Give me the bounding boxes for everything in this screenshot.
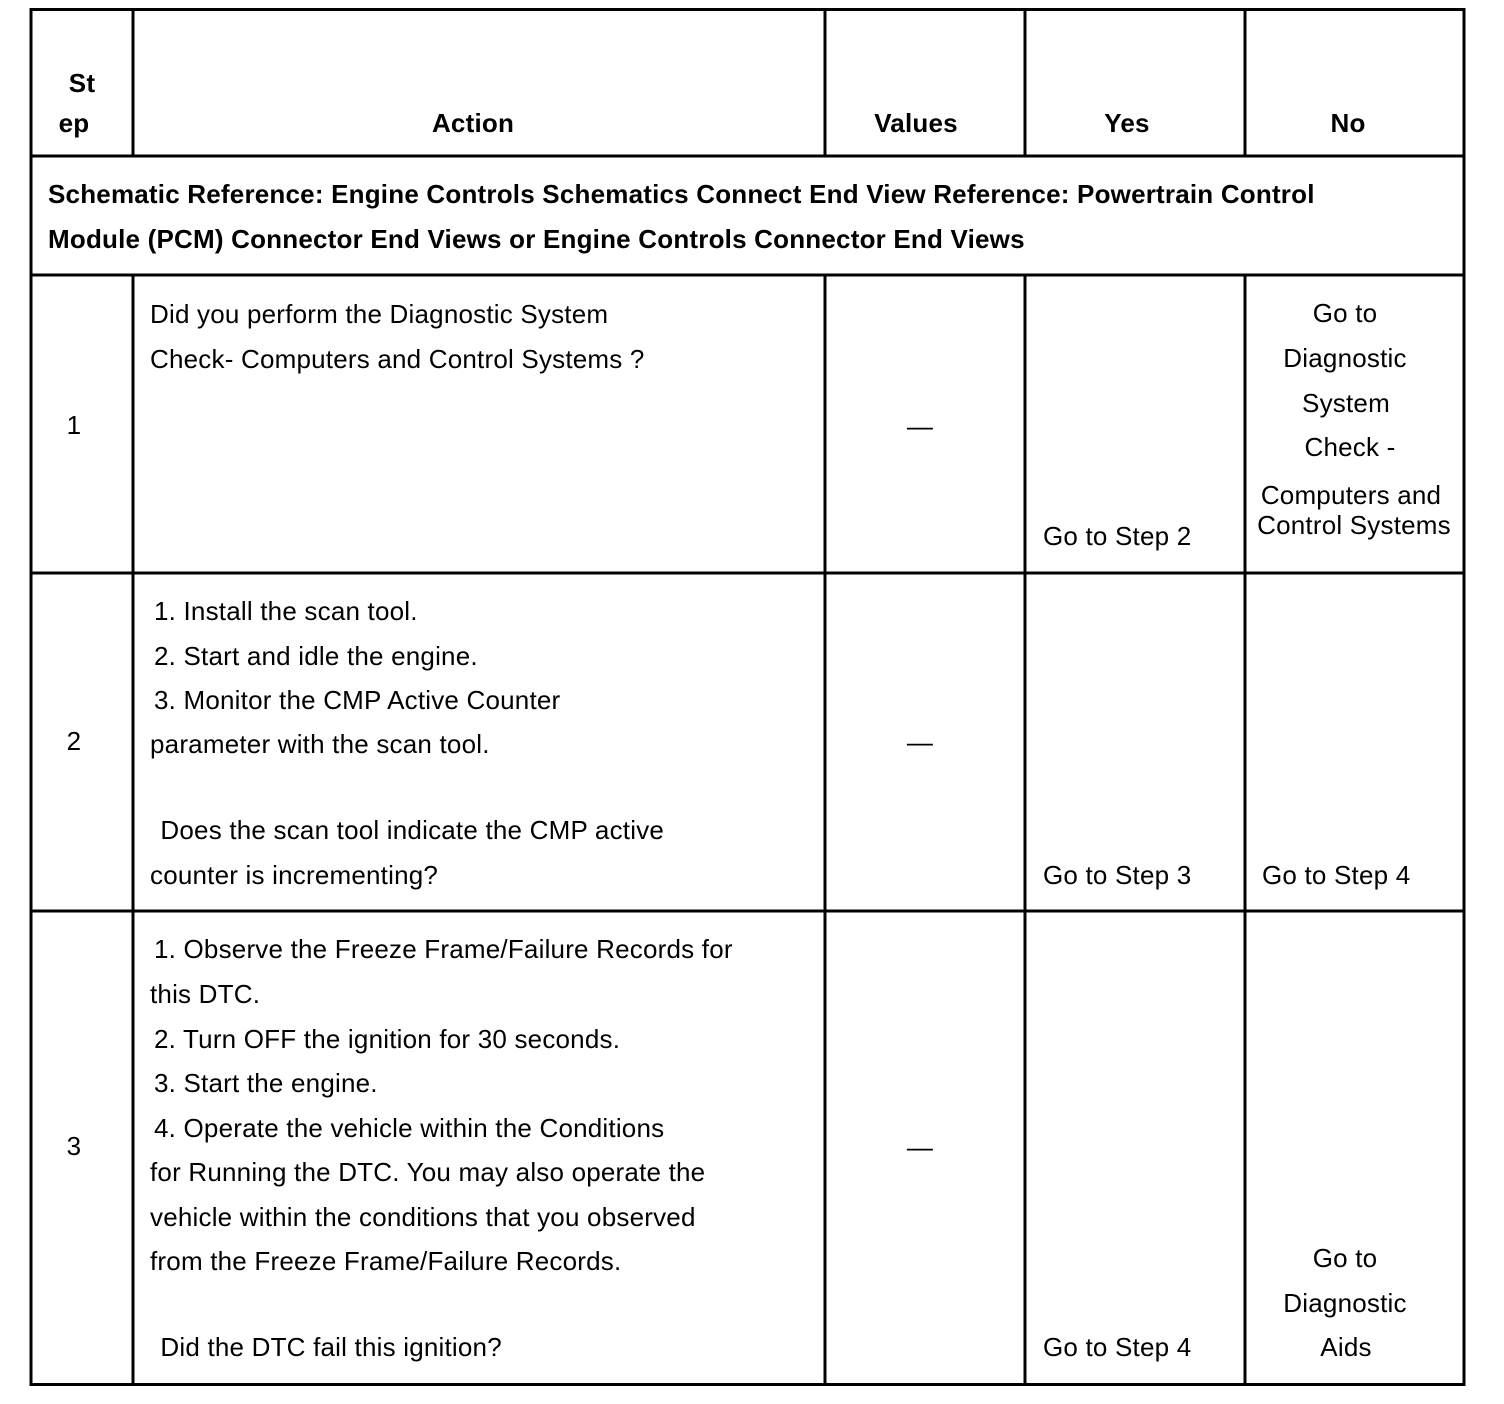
header-values: Values [874, 108, 958, 138]
row2-action-line: 3. Monitor the CMP Active Counter [154, 685, 561, 715]
row2-action-line: 2. Start and idle the engine. [154, 641, 478, 671]
row2-yes-link[interactable]: Go to Step 3 [1043, 860, 1192, 890]
row3-action-line: this DTC. [150, 979, 261, 1009]
row3-action-line: 1. Observe the Freeze Frame/Failure Records for [154, 934, 733, 964]
row2-no-link[interactable]: Go to Step 4 [1262, 860, 1411, 890]
row2-values: — [906, 727, 934, 757]
row3-action-line: for Running the DTC. You may also operate the [150, 1157, 706, 1187]
row1-action-line: Check- Computers and Control Systems ? [150, 344, 645, 374]
row3-action-line: vehicle within the conditions that you observed [150, 1202, 696, 1232]
row3-no-line[interactable]: Go to [1312, 1243, 1378, 1273]
row2-action-line: counter is incrementing? [150, 860, 439, 890]
row1-step: 1 [66, 410, 82, 440]
row3-action-line: 4. Operate the vehicle within the Conditions [154, 1113, 665, 1143]
header-yes: Yes [1104, 108, 1150, 138]
row1-yes-link[interactable]: Go to Step 2 [1043, 521, 1192, 551]
header-no: No [1330, 108, 1366, 138]
row3-step: 3 [66, 1131, 82, 1161]
row3-action-line: Did the DTC fail this ignition? [153, 1332, 502, 1362]
row2-action-line: parameter with the scan tool. [150, 729, 490, 759]
row1-no-line[interactable]: System [1302, 388, 1390, 418]
row2-action-line: 1. Install the scan tool. [154, 596, 418, 626]
reference-line-2: Module (PCM) Connector End Views or Engine Controls Connector End Views [48, 224, 1025, 254]
header-action: Action [431, 108, 515, 138]
row2-action-line: Does the scan tool indicate the CMP active [153, 815, 665, 845]
row1-no-line[interactable]: Diagnostic [1283, 343, 1407, 373]
header-step-line2: ep [58, 108, 90, 138]
row1-no-line[interactable]: Go to [1312, 298, 1378, 328]
row3-values: — [906, 1132, 934, 1162]
row1-no-line[interactable]: Control Systems [1257, 510, 1451, 540]
row3-action-line: from the Freeze Frame/Failure Records. [150, 1246, 622, 1276]
row3-action-line: 3. Start the engine. [154, 1068, 378, 1098]
row2-step: 2 [66, 726, 82, 756]
reference-line-1: Schematic Reference: Engine Controls Schematics Connect End View Reference: Powertrain Control [48, 179, 1315, 209]
row3-no-line[interactable]: Diagnostic [1283, 1288, 1407, 1318]
row3-yes-link[interactable]: Go to Step 4 [1043, 1332, 1192, 1362]
row3-no-line[interactable]: Aids [1320, 1332, 1372, 1362]
row1-values: — [906, 411, 934, 441]
header-step-line1: St [68, 68, 96, 98]
row3-action-line: 2. Turn OFF the ignition for 30 seconds. [154, 1024, 621, 1054]
row1-action-line: Did you perform the Diagnostic System [150, 299, 609, 329]
row1-no-line[interactable]: Check - [1304, 432, 1396, 462]
row1-no-line[interactable]: Computers and [1260, 480, 1442, 510]
